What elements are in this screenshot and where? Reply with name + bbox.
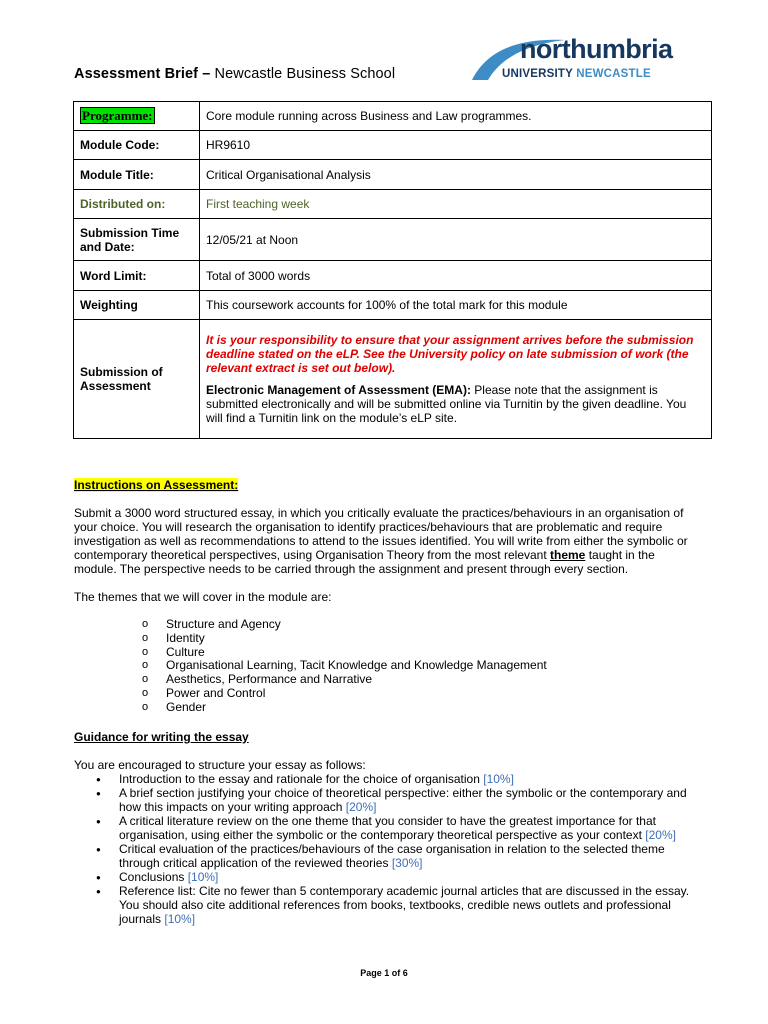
list-item: o Culture xyxy=(142,646,547,660)
list-item: o Aesthetics, Performance and Narrative xyxy=(142,673,547,687)
row-submission xyxy=(74,320,712,439)
row-weighting xyxy=(74,291,712,320)
guidance-list xyxy=(96,772,706,926)
programme-label: Programme: xyxy=(74,102,200,131)
instructions-heading: Instructions on Assessment: xyxy=(74,478,239,492)
guidance-intro: You are encouraged to structure your essay as follows: xyxy=(74,758,366,772)
row-programme xyxy=(74,102,712,131)
row-module-code xyxy=(74,131,712,160)
list-item: o Identity xyxy=(142,632,547,646)
page-number: Page 1 of 6 xyxy=(360,968,408,978)
word-limit-label: Word Limit: xyxy=(74,261,200,291)
list-item: ● A brief section justifying your choice of theoretical perspective: either the symbolic or the contemporary and how this impacts on your writing approach [20%] xyxy=(96,786,706,814)
module-title-value: Critical Organisational Analysis xyxy=(200,160,712,190)
themes-intro: The themes that we will cover in the module are: xyxy=(74,590,332,604)
logo-wordmark: northumbria xyxy=(520,34,673,64)
list-item: ● Conclusions [10%] xyxy=(96,870,706,884)
module-title-label: Module Title: xyxy=(74,160,200,190)
row-submission-time xyxy=(74,219,712,261)
list-item: o Gender xyxy=(142,701,547,715)
list-item: ● Critical evaluation of the practices/behaviours of the case organisation in relation to the selected theme through critical application of the reviewed theories [30%] xyxy=(96,842,706,870)
title-bold: Assessment Brief – xyxy=(74,66,211,82)
distributed-value: First teaching week xyxy=(200,190,712,219)
distributed-label: Distributed on: xyxy=(74,190,200,219)
weighting-value: This coursework accounts for 100% of the total mark for this module xyxy=(200,291,712,320)
logo-subtitle: UNIVERSITY NEWCASTLE xyxy=(502,68,651,80)
instructions-paragraph: Submit a 3000 word structured essay, in which you critically evaluate the practices/behaviours in an organisation of your choice. You will research the organisation to identify practices/behaviours that are problematic and require investigation as well as recommendations to attend to the issues identified. You will write from either the symbolic or contemporary theoretical perspectives, using Organisation Theory from the most relevant theme taught in the module. The perspective needs to be carried through the assignment and present through every section. xyxy=(74,506,688,576)
module-code-label: Module Code: xyxy=(74,131,200,160)
university-logo xyxy=(470,34,673,84)
list-item: ● Introduction to the essay and rationale for the choice of organisation [10%] xyxy=(96,772,706,786)
word-limit-value: Total of 3000 words xyxy=(200,261,712,291)
row-module-title xyxy=(74,160,712,190)
module-code-value: HR9610 xyxy=(200,131,712,160)
ema-note: Electronic Management of Assessment (EMA): Please note that the assignment is submitted electronically and will be submitted online via Turnitin by the given deadline. You will find a Turnitin link on the module’s eLP site. xyxy=(206,383,687,425)
list-item: o Power and Control xyxy=(142,687,547,701)
list-item: o Structure and Agency xyxy=(142,618,547,632)
submission-label: Submission of Assessment xyxy=(74,320,200,439)
weighting-label: Weighting xyxy=(74,291,200,320)
programme-value: Core module running across Business and Law programmes. xyxy=(200,102,712,131)
row-word-limit xyxy=(74,261,712,291)
submission-time-value: 12/05/21 at Noon xyxy=(200,219,712,261)
list-item: ● Reference list: Cite no fewer than 5 contemporary academic journal articles that are discussed in the essay. You should also cite additional references from books, textbooks, credible news outlets and professional journals [10%] xyxy=(96,884,706,926)
themes-list xyxy=(142,618,547,715)
module-info-table xyxy=(73,101,712,439)
list-item: ● A critical literature review on the one theme that you consider to have the greatest importance for that organisation, using either the symbolic or the contemporary theoretical perspective as your context [20%] xyxy=(96,814,706,842)
list-item: o Organisational Learning, Tacit Knowledge and Knowledge Management xyxy=(142,659,547,673)
submission-time-label: Submission Time and Date: xyxy=(74,219,200,261)
late-submission-warning: It is your responsibility to ensure that your assignment arrives before the submission deadline stated on the eLP. See the University policy on late submission of work (the relevant extract is set out below). xyxy=(206,333,694,375)
title-rest: Newcastle Business School xyxy=(210,66,396,82)
row-distributed xyxy=(74,190,712,219)
submission-value xyxy=(200,320,712,439)
guidance-heading: Guidance for writing the essay xyxy=(74,730,249,744)
document-title xyxy=(74,66,395,82)
